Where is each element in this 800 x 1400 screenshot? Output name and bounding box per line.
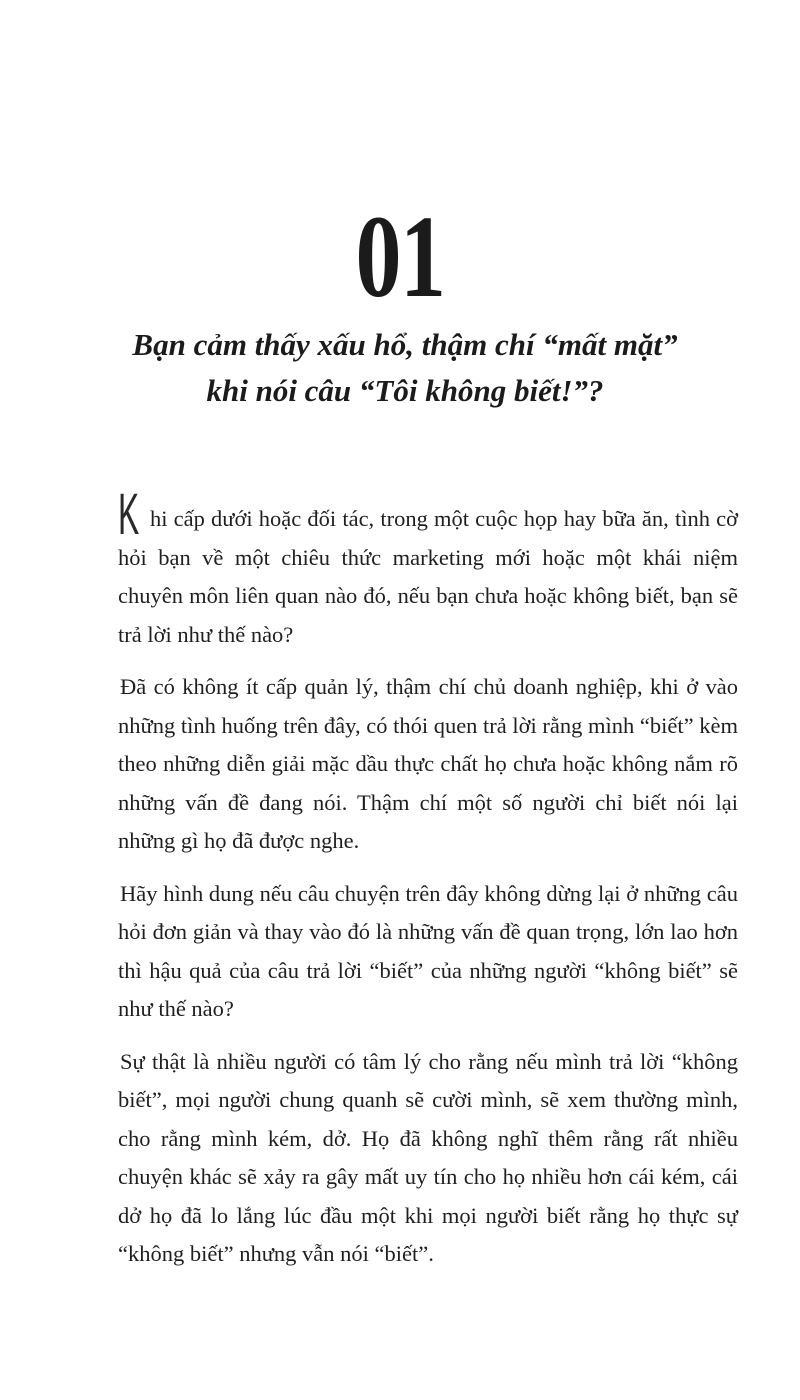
paragraph-4: Sự thật là nhiều người có tâm lý cho rằng nếu mình trả lời “không biết”, mọi người chung quanh sẽ cười mình, sẽ xem thường mình, cho rằng mình kém, dở. Họ đã không nghĩ thêm rằng rất nhiều chuyện khác sẽ xảy ra gây mất uy tín cho họ nhiều hơn cái kém, cái dở họ đã lo lắng lúc đầu một khi mọi người biết rằng họ thực sự “không biết” nhưng vẫn nói “biết”.: [118, 1048, 738, 1266]
paragraph-2: Đã có không ít cấp quản lý, thậm chí chủ doanh nghiệp, khi ở vào những tình huống trên đây, có thói quen trả lời rằng mình “biết” kèm theo những diễn giải mặc dầu thực chất họ chưa hoặc không nắm rõ những vấn đề đang nói. Thậm chí một số người chỉ biết nói lại những gì họ đã được nghe.: [118, 674, 738, 853]
chapter-title-line-1: Bạn cảm thấy xấu hổ, thậm chí “mất mặt”: [132, 327, 678, 362]
paragraph-3: Hãy hình dung nếu câu chuyện trên đây không dừng lại ở những câu hỏi đơn giản và thay vào đó là những vấn đề quan trọng, lớn lao hơn thì hậu quả của câu trả lời “biết” của những người “không biết” sẽ như thế nào?: [118, 880, 738, 1021]
chapter-number: 01: [355, 191, 445, 322]
paragraph-1: [118, 482, 738, 654]
chapter-title: [60, 322, 750, 414]
chapter-title-line-2: khi nói câu “Tôi không biết!”?: [206, 373, 604, 408]
paragraph-1-text: hi cấp dưới hoặc đối tác, trong một cuộc họp hay bữa ăn, tình cờ hỏi bạn về một chiêu thức marketing mới hoặc một khái niệm chuyên môn liên quan nào đó, nếu bạn chưa hoặc không biết, bạn sẽ trả lời như thế nào?: [118, 506, 738, 647]
body-text: [118, 482, 738, 1288]
drop-cap: K: [118, 482, 140, 547]
